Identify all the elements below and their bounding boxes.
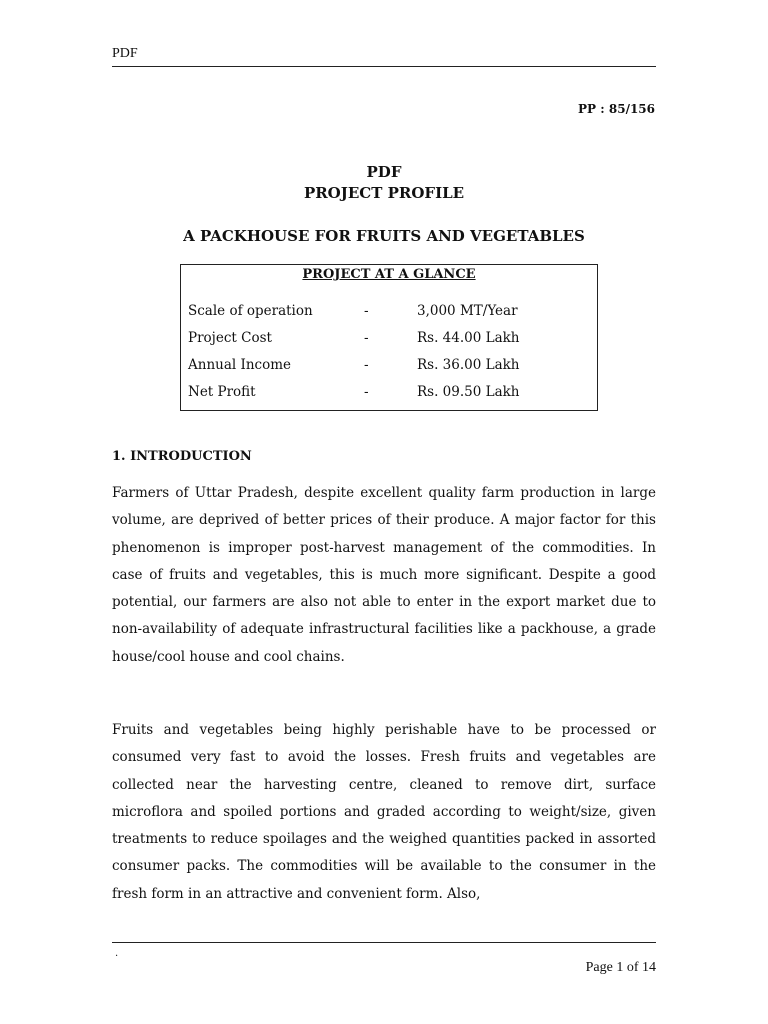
paragraph-intro: Farmers of Uttar Pradesh, despite excellent quality farm production in large volume, are deprived of better prices of their produce. A major factor for this phenomenon is improper post-harvest management of the commodities. In case of fruits and vegetables, this is much more significant. Despite a good potential, our farmers are also not able to enter in the export market due to non-availability of adequate infrastructural facilities like a packhouse, a grade house/cool house and cool chains. [112,485,656,665]
glance-row [188,303,588,325]
pp-number: PP : 85/156 [578,102,655,116]
title-pdf: PDF [366,163,402,181]
glance-row [188,384,588,406]
section-heading-introduction: 1. INTRODUCTION [112,449,252,464]
page-number: Page 1 of 14 [585,960,656,975]
glance-row-value: Rs. 36.00 Lakh [417,357,520,373]
paragraph-fruits-vegetables: Fruits and vegetables being highly perishable have to be processed or consumed very fast to avoid the losses. Fresh fruits and vegetables are collected near the harvesting centre, cleaned to remove dirt, surface microflora and spoiled portions and graded according to weight/size, given treatments to reduce spoilages and the weighed quantities packed in assorted consumer packs. The commodities will be available to the consumer in the fresh form in an attractive and convenient form. Also, [112,722,656,902]
glance-title: PROJECT AT A GLANCE [302,267,476,282]
project-at-a-glance-box [180,264,598,411]
header-rule [112,66,656,67]
glance-row-value: 3,000 MT/Year [417,303,518,319]
glance-row [188,357,588,379]
glance-row-dash: - [364,357,369,373]
glance-row-label: Scale of operation [188,303,313,319]
glance-row-dash: - [364,303,369,319]
glance-row-value: Rs. 44.00 Lakh [417,330,520,346]
glance-row-dash: - [364,330,369,346]
footer-rule [112,942,656,943]
footer-dot: . [115,948,119,959]
glance-row-label: Net Profit [188,384,256,400]
glance-row-dash: - [364,384,369,400]
glance-row-label: Project Cost [188,330,272,346]
glance-row [188,330,588,352]
glance-row-value: Rs. 09.50 Lakh [417,384,520,400]
title-packhouse: A PACKHOUSE FOR FRUITS AND VEGETABLES [183,227,585,245]
glance-row-label: Annual Income [188,357,291,373]
title-project-profile: PROJECT PROFILE [303,184,465,202]
header-label: PDF [112,46,138,61]
